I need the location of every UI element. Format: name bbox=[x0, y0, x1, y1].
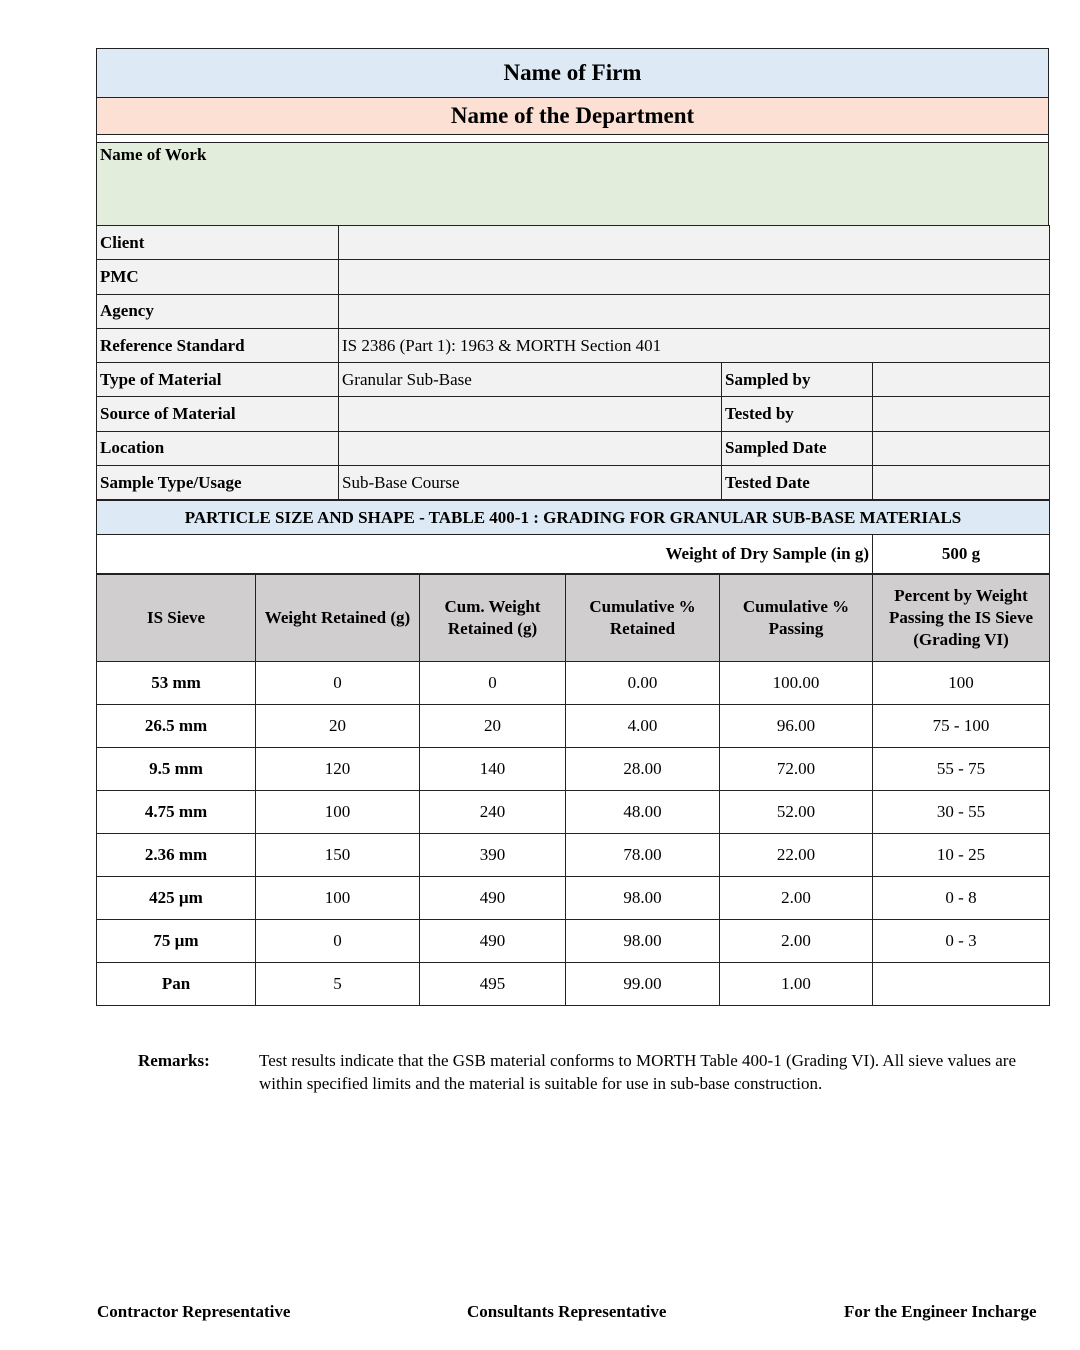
header-spacer bbox=[96, 134, 1049, 142]
reference-value: IS 2386 (Part 1): 1963 & MORTH Section 401 bbox=[339, 328, 1050, 362]
source-row bbox=[97, 397, 1050, 431]
sieve-size-cell: Pan bbox=[97, 963, 256, 1006]
sampled-date-label: Sampled Date bbox=[722, 431, 873, 465]
agency-label: Agency bbox=[97, 294, 339, 328]
sieve-size-cell: 425 µm bbox=[97, 877, 256, 920]
agency-row bbox=[97, 294, 1050, 328]
table-cell: 120 bbox=[256, 748, 420, 791]
table-cell: 4.00 bbox=[566, 705, 720, 748]
table-row bbox=[97, 920, 1050, 963]
table-cell: 0 bbox=[420, 662, 566, 705]
column-header: Cum. Weight Retained (g) bbox=[420, 575, 566, 662]
sieve-size-cell: 53 mm bbox=[97, 662, 256, 705]
sampled-date-value bbox=[873, 431, 1050, 465]
tested-by-value bbox=[873, 397, 1050, 431]
table-cell: 75 - 100 bbox=[873, 705, 1050, 748]
client-label: Client bbox=[97, 226, 339, 260]
sample-type-label: Sample Type/Usage bbox=[97, 466, 339, 500]
table-cell: 0 bbox=[256, 920, 420, 963]
location-label: Location bbox=[97, 431, 339, 465]
table-cell: 495 bbox=[420, 963, 566, 1006]
table-cell: 1.00 bbox=[720, 963, 873, 1006]
table-cell: 99.00 bbox=[566, 963, 720, 1006]
source-label: Source of Material bbox=[97, 397, 339, 431]
table-cell: 28.00 bbox=[566, 748, 720, 791]
test-caption-row bbox=[97, 501, 1050, 535]
project-info-table bbox=[96, 225, 1050, 500]
table-row bbox=[97, 877, 1050, 920]
sample-type-value: Sub-Base Course bbox=[339, 466, 722, 500]
table-cell: 10 - 25 bbox=[873, 834, 1050, 877]
table-row bbox=[97, 791, 1050, 834]
reference-label: Reference Standard bbox=[97, 328, 339, 362]
tested-by-label: Tested by bbox=[722, 397, 873, 431]
table-cell: 490 bbox=[420, 920, 566, 963]
location-row bbox=[97, 431, 1050, 465]
table-cell: 22.00 bbox=[720, 834, 873, 877]
remarks-text: Test results indicate that the GSB material conforms to MORTH Table 400-1 (Grading VI). All sieve values are within specified limits and the material is suitable for use in sub-base construction. bbox=[259, 1051, 1017, 1093]
consultant-signature: Consultants Representative bbox=[467, 1302, 667, 1321]
table-cell: 390 bbox=[420, 834, 566, 877]
table-cell: 98.00 bbox=[566, 877, 720, 920]
column-header: Cumulative % Passing bbox=[720, 575, 873, 662]
tested-date-value bbox=[873, 466, 1050, 500]
table-cell: 150 bbox=[256, 834, 420, 877]
pmc-row bbox=[97, 260, 1050, 294]
contractor-signature: Contractor Representative bbox=[97, 1302, 291, 1321]
table-cell: 0 - 3 bbox=[873, 920, 1050, 963]
test-caption-table bbox=[96, 500, 1050, 574]
reference-row bbox=[97, 328, 1050, 362]
pmc-label: PMC bbox=[97, 260, 339, 294]
name-of-work-label: Name of Work bbox=[100, 145, 207, 164]
sample-type-row bbox=[97, 466, 1050, 500]
column-header: Percent by Weight Passing the IS Sieve (Grading VI) bbox=[873, 575, 1050, 662]
table-cell: 20 bbox=[420, 705, 566, 748]
agency-value bbox=[339, 294, 1050, 328]
table-cell: 48.00 bbox=[566, 791, 720, 834]
dry-weight-row bbox=[97, 535, 1050, 574]
sieve-size-cell: 4.75 mm bbox=[97, 791, 256, 834]
tested-date-label: Tested Date bbox=[722, 466, 873, 500]
remarks-label: Remarks: bbox=[138, 1051, 210, 1070]
table-row bbox=[97, 662, 1050, 705]
client-row bbox=[97, 226, 1050, 260]
name-of-work-cell bbox=[96, 142, 1049, 225]
table-cell: 52.00 bbox=[720, 791, 873, 834]
table-cell: 490 bbox=[420, 877, 566, 920]
column-header: Cumulative % Retained bbox=[566, 575, 720, 662]
table-cell: 0 - 8 bbox=[873, 877, 1050, 920]
table-row bbox=[97, 748, 1050, 791]
sieve-size-cell: 26.5 mm bbox=[97, 705, 256, 748]
table-cell: 100.00 bbox=[720, 662, 873, 705]
table-row bbox=[97, 963, 1050, 1006]
sieve-size-cell: 9.5 mm bbox=[97, 748, 256, 791]
table-row bbox=[97, 834, 1050, 877]
sieve-analysis-table bbox=[96, 574, 1050, 1006]
material-value: Granular Sub-Base bbox=[339, 363, 722, 397]
table-cell: 0 bbox=[256, 662, 420, 705]
sampled-by-value bbox=[873, 363, 1050, 397]
location-value bbox=[339, 431, 722, 465]
table-cell: 240 bbox=[420, 791, 566, 834]
source-value bbox=[339, 397, 722, 431]
pmc-value bbox=[339, 260, 1050, 294]
table-cell: 78.00 bbox=[566, 834, 720, 877]
sieve-size-cell: 2.36 mm bbox=[97, 834, 256, 877]
material-row bbox=[97, 363, 1050, 397]
table-cell: 2.00 bbox=[720, 877, 873, 920]
table-header-row bbox=[97, 575, 1050, 662]
table-cell: 5 bbox=[256, 963, 420, 1006]
table-cell: 140 bbox=[420, 748, 566, 791]
column-header: Weight Retained (g) bbox=[256, 575, 420, 662]
table-cell: 96.00 bbox=[720, 705, 873, 748]
firm-name: Name of Firm bbox=[96, 48, 1049, 97]
sampled-by-label: Sampled by bbox=[722, 363, 873, 397]
dry-weight-value: 500 g bbox=[873, 535, 1050, 574]
table-row bbox=[97, 705, 1050, 748]
table-cell: 0.00 bbox=[566, 662, 720, 705]
test-caption: PARTICLE SIZE AND SHAPE - TABLE 400-1 : GRADING FOR GRANULAR SUB-BASE MATERIALS bbox=[97, 501, 1050, 535]
table-cell: 20 bbox=[256, 705, 420, 748]
sieve-size-cell: 75 µm bbox=[97, 920, 256, 963]
table-cell bbox=[873, 963, 1050, 1006]
column-header: IS Sieve bbox=[97, 575, 256, 662]
table-cell: 100 bbox=[873, 662, 1050, 705]
table-cell: 2.00 bbox=[720, 920, 873, 963]
material-label: Type of Material bbox=[97, 363, 339, 397]
table-cell: 55 - 75 bbox=[873, 748, 1050, 791]
table-cell: 100 bbox=[256, 791, 420, 834]
table-cell: 30 - 55 bbox=[873, 791, 1050, 834]
department-name: Name of the Department bbox=[96, 97, 1049, 134]
table-cell: 72.00 bbox=[720, 748, 873, 791]
table-cell: 100 bbox=[256, 877, 420, 920]
engineer-signature: For the Engineer Incharge bbox=[844, 1302, 1037, 1321]
dry-weight-label: Weight of Dry Sample (in g) bbox=[97, 535, 873, 574]
test-report-sheet bbox=[96, 48, 1049, 1006]
table-cell: 98.00 bbox=[566, 920, 720, 963]
client-value bbox=[339, 226, 1050, 260]
